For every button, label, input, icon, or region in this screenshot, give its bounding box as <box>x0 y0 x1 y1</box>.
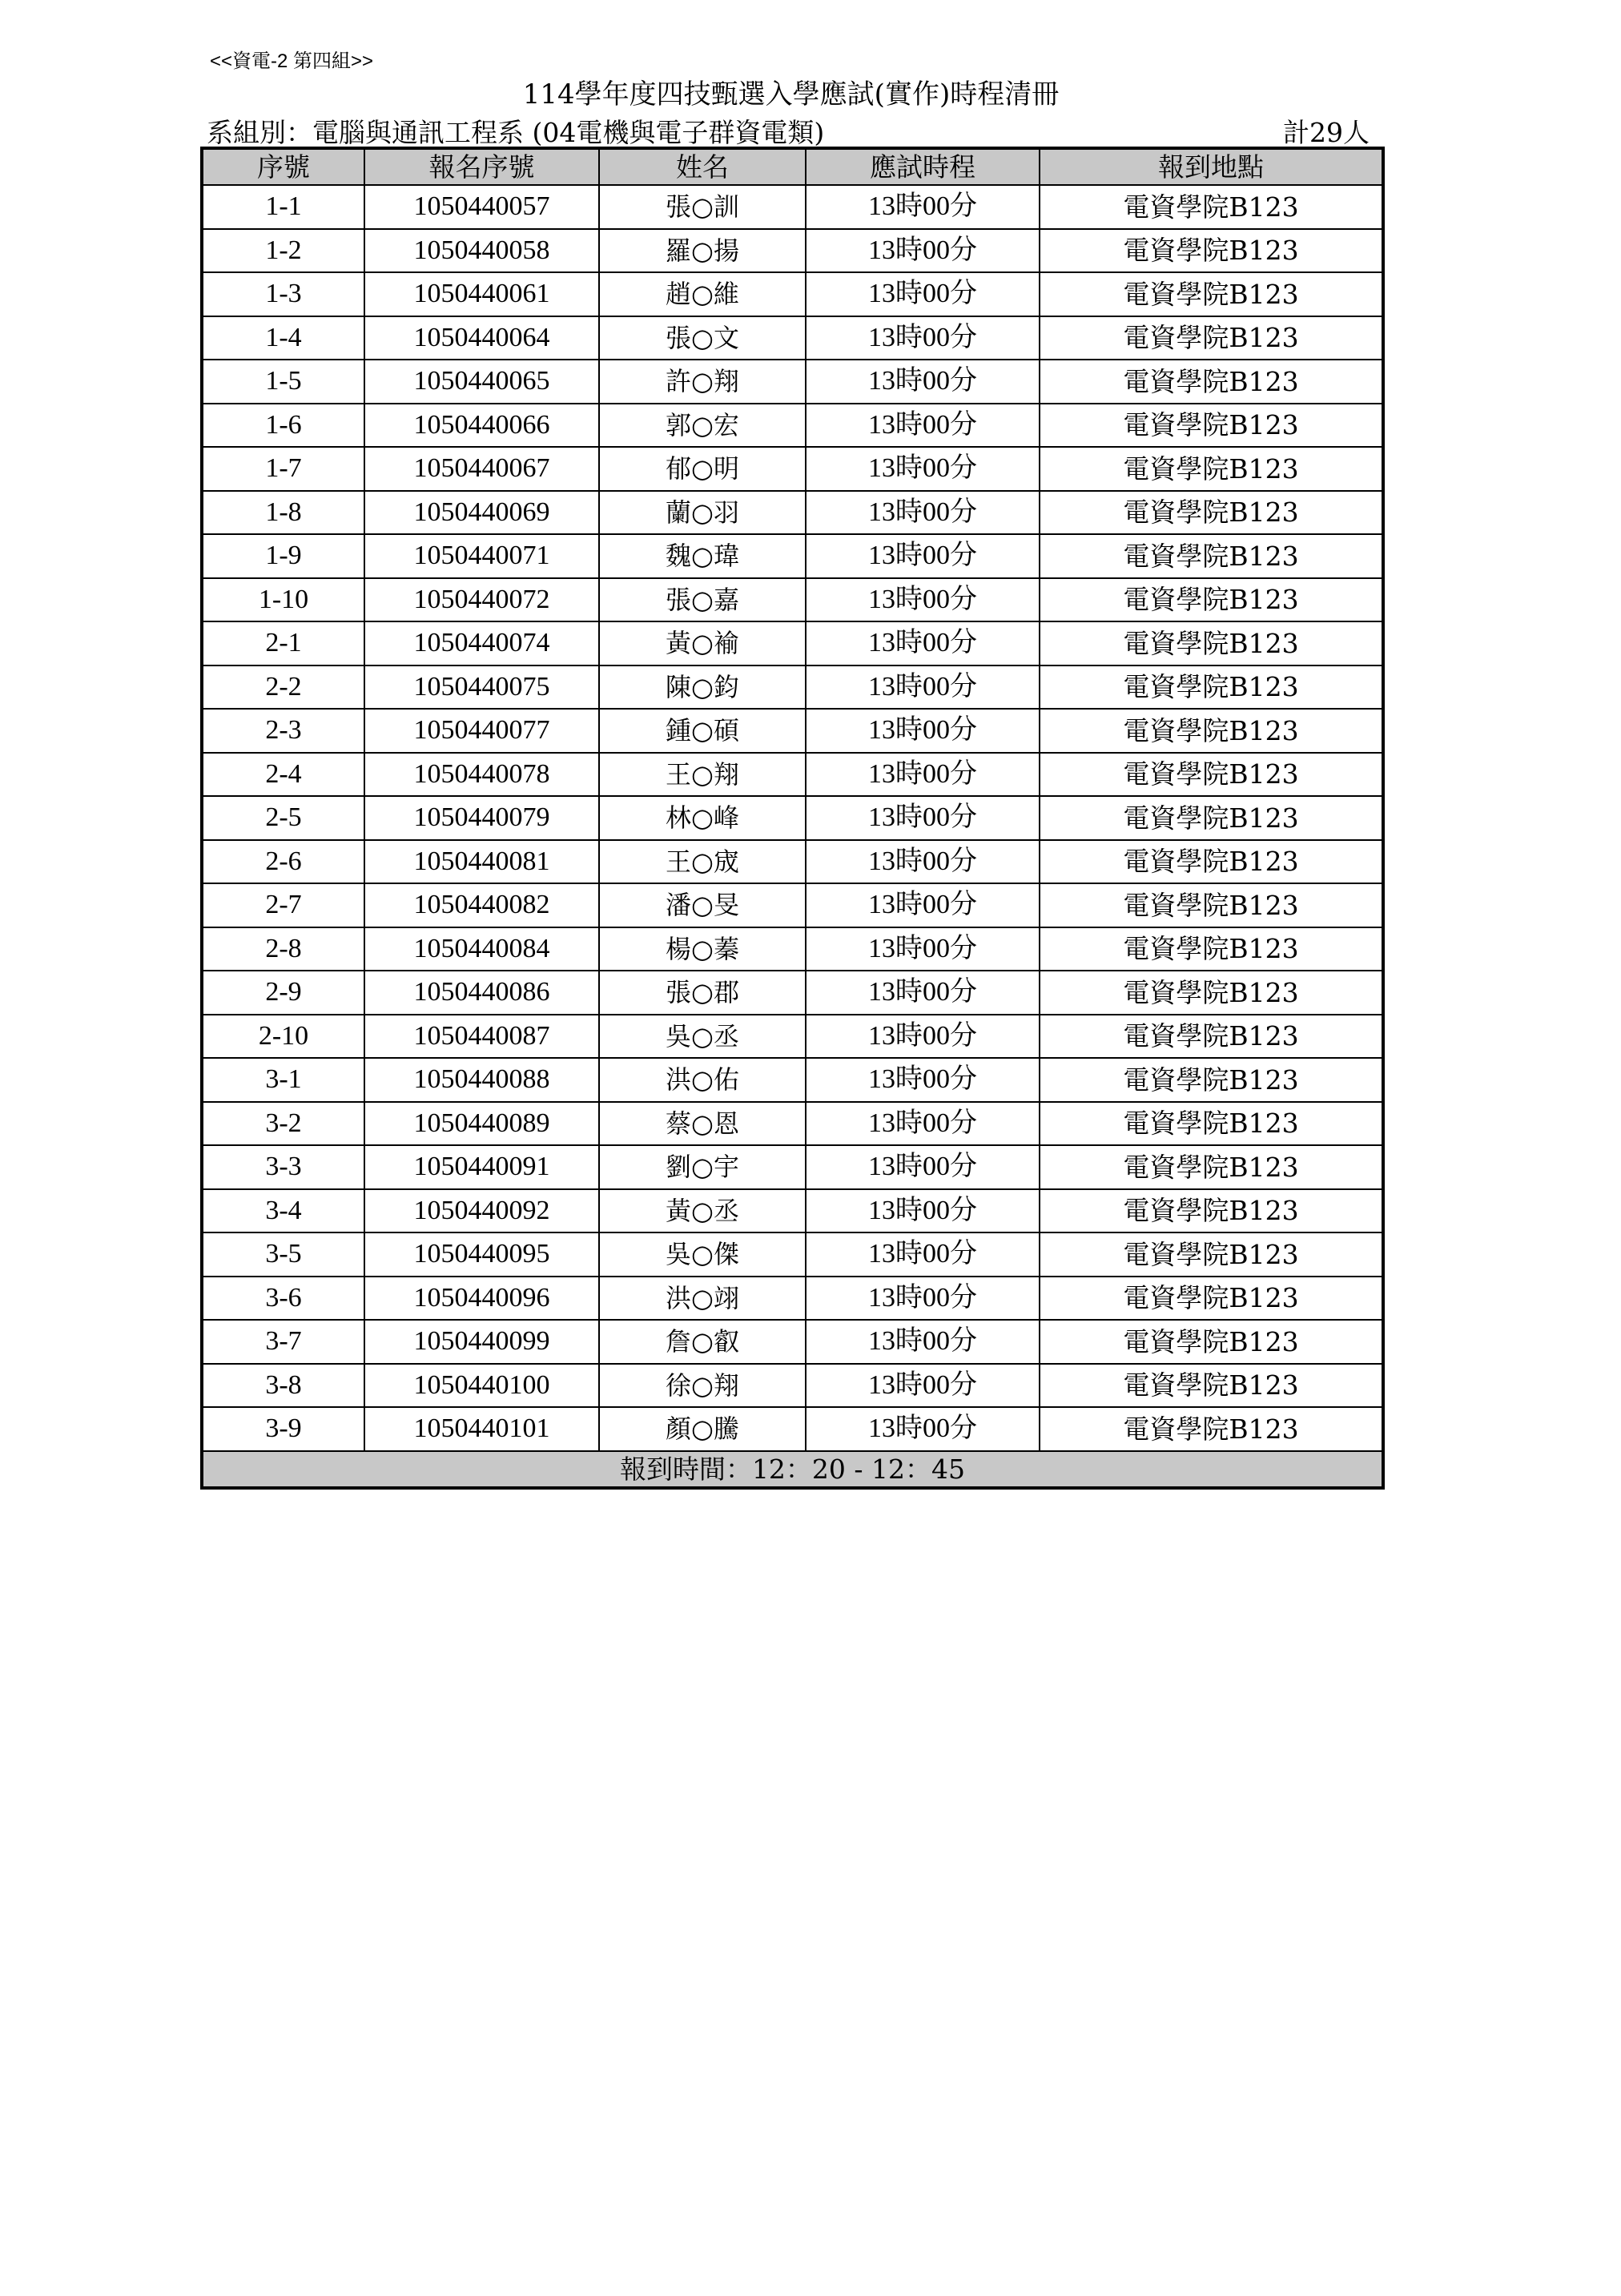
table-row <box>202 883 1383 927</box>
table-row <box>202 1407 1383 1451</box>
cell-name: 詹○叡 <box>599 1320 806 1364</box>
cell-seq: 2-5 <box>202 796 364 840</box>
cell-exam-time: 13時00分 <box>806 1407 1040 1451</box>
schedule-table <box>200 147 1385 1490</box>
cell-reg-no: 1050440082 <box>364 883 599 927</box>
group-tag: <<資電-2 第四組>> <box>210 50 374 72</box>
column-header-reg-no: 報名序號 <box>364 148 599 185</box>
cell-exam-time: 13時00分 <box>806 883 1040 927</box>
cell-reg-no: 1050440071 <box>364 534 599 578</box>
participant-count: 計29人 <box>1283 117 1370 148</box>
cell-reg-no: 1050440091 <box>364 1145 599 1189</box>
table-row <box>202 1320 1383 1364</box>
cell-seq: 1-8 <box>202 491 364 535</box>
cell-location: 電資學院B123 <box>1040 1232 1383 1277</box>
cell-location: 電資學院B123 <box>1040 883 1383 927</box>
cell-seq: 1-1 <box>202 185 364 229</box>
cell-name: 洪○佑 <box>599 1058 806 1102</box>
cell-exam-time: 13時00分 <box>806 840 1040 884</box>
cell-reg-no: 1050440099 <box>364 1320 599 1364</box>
table-row <box>202 447 1383 491</box>
cell-location: 電資學院B123 <box>1040 360 1383 404</box>
cell-seq: 1-3 <box>202 272 364 316</box>
cell-exam-time: 13時00分 <box>806 1232 1040 1277</box>
cell-name: 洪○翊 <box>599 1277 806 1321</box>
cell-exam-time: 13時00分 <box>806 316 1040 360</box>
table-row <box>202 360 1383 404</box>
cell-exam-time: 13時00分 <box>806 1364 1040 1408</box>
cell-exam-time: 13時00分 <box>806 1015 1040 1059</box>
cell-reg-no: 1050440084 <box>364 927 599 971</box>
cell-reg-no: 1050440064 <box>364 316 599 360</box>
cell-name: 王○翔 <box>599 753 806 797</box>
cell-reg-no: 1050440075 <box>364 665 599 710</box>
cell-location: 電資學院B123 <box>1040 971 1383 1015</box>
cell-name: 張○訓 <box>599 185 806 229</box>
cell-name: 張○嘉 <box>599 578 806 622</box>
cell-exam-time: 13時00分 <box>806 665 1040 710</box>
table-row <box>202 534 1383 578</box>
cell-name: 劉○宇 <box>599 1145 806 1189</box>
table-row <box>202 185 1383 229</box>
department-label: 系組別：電腦與通訊工程系 (04電機與電子群資電類) <box>207 117 825 148</box>
cell-reg-no: 1050440061 <box>364 272 599 316</box>
cell-seq: 3-1 <box>202 1058 364 1102</box>
cell-name: 鍾○碩 <box>599 709 806 753</box>
cell-name: 趙○維 <box>599 272 806 316</box>
cell-seq: 2-2 <box>202 665 364 710</box>
cell-name: 張○文 <box>599 316 806 360</box>
cell-location: 電資學院B123 <box>1040 229 1383 273</box>
cell-name: 王○宬 <box>599 840 806 884</box>
cell-seq: 1-6 <box>202 404 364 448</box>
cell-exam-time: 13時00分 <box>806 1320 1040 1364</box>
cell-reg-no: 1050440087 <box>364 1015 599 1059</box>
table-footer <box>202 1451 1383 1488</box>
cell-exam-time: 13時00分 <box>806 447 1040 491</box>
table-row <box>202 1277 1383 1321</box>
cell-seq: 3-2 <box>202 1102 364 1146</box>
table-row <box>202 316 1383 360</box>
cell-reg-no: 1050440095 <box>364 1232 599 1277</box>
cell-exam-time: 13時00分 <box>806 360 1040 404</box>
cell-exam-time: 13時00分 <box>806 229 1040 273</box>
cell-location: 電資學院B123 <box>1040 1015 1383 1059</box>
cell-seq: 2-6 <box>202 840 364 884</box>
cell-seq: 2-9 <box>202 971 364 1015</box>
cell-exam-time: 13時00分 <box>806 621 1040 665</box>
page-title: 114學年度四技甄選入學應試(實作)時程清冊 <box>522 78 1060 111</box>
table-header <box>202 148 1383 185</box>
table-row <box>202 1232 1383 1277</box>
column-header-seq: 序號 <box>202 148 364 185</box>
table-row <box>202 404 1383 448</box>
cell-seq: 1-4 <box>202 316 364 360</box>
cell-reg-no: 1050440081 <box>364 840 599 884</box>
table-row <box>202 578 1383 622</box>
table-row <box>202 971 1383 1015</box>
cell-seq: 2-7 <box>202 883 364 927</box>
cell-reg-no: 1050440072 <box>364 578 599 622</box>
cell-reg-no: 1050440074 <box>364 621 599 665</box>
cell-reg-no: 1050440079 <box>364 796 599 840</box>
cell-exam-time: 13時00分 <box>806 272 1040 316</box>
cell-reg-no: 1050440096 <box>364 1277 599 1321</box>
cell-exam-time: 13時00分 <box>806 185 1040 229</box>
cell-location: 電資學院B123 <box>1040 665 1383 710</box>
cell-location: 電資學院B123 <box>1040 1189 1383 1233</box>
cell-exam-time: 13時00分 <box>806 709 1040 753</box>
cell-seq: 2-3 <box>202 709 364 753</box>
cell-exam-time: 13時00分 <box>806 1277 1040 1321</box>
cell-exam-time: 13時00分 <box>806 971 1040 1015</box>
cell-seq: 2-1 <box>202 621 364 665</box>
column-header-location: 報到地點 <box>1040 148 1383 185</box>
table-row <box>202 1102 1383 1146</box>
cell-reg-no: 1050440058 <box>364 229 599 273</box>
cell-reg-no: 1050440086 <box>364 971 599 1015</box>
cell-name: 徐○翔 <box>599 1364 806 1408</box>
cell-name: 郁○明 <box>599 447 806 491</box>
cell-name: 黃○褕 <box>599 621 806 665</box>
cell-name: 吳○傑 <box>599 1232 806 1277</box>
cell-location: 電資學院B123 <box>1040 1364 1383 1408</box>
cell-reg-no: 1050440092 <box>364 1189 599 1233</box>
table-row <box>202 709 1383 753</box>
table-row <box>202 796 1383 840</box>
table-row <box>202 1364 1383 1408</box>
cell-reg-no: 1050440066 <box>364 404 599 448</box>
column-header-name: 姓名 <box>599 148 806 185</box>
cell-seq: 1-2 <box>202 229 364 273</box>
cell-seq: 1-9 <box>202 534 364 578</box>
table-row <box>202 665 1383 710</box>
cell-seq: 2-8 <box>202 927 364 971</box>
table-row <box>202 229 1383 273</box>
cell-location: 電資學院B123 <box>1040 1277 1383 1321</box>
cell-seq: 3-6 <box>202 1277 364 1321</box>
cell-seq: 3-4 <box>202 1189 364 1233</box>
cell-reg-no: 1050440101 <box>364 1407 599 1451</box>
cell-reg-no: 1050440057 <box>364 185 599 229</box>
cell-name: 楊○蓁 <box>599 927 806 971</box>
cell-exam-time: 13時00分 <box>806 753 1040 797</box>
cell-name: 蘭○羽 <box>599 491 806 535</box>
cell-name: 黃○丞 <box>599 1189 806 1233</box>
cell-name: 吳○丞 <box>599 1015 806 1059</box>
table-row <box>202 840 1383 884</box>
cell-seq: 1-5 <box>202 360 364 404</box>
cell-reg-no: 1050440065 <box>364 360 599 404</box>
cell-seq: 3-5 <box>202 1232 364 1277</box>
cell-location: 電資學院B123 <box>1040 272 1383 316</box>
cell-seq: 2-4 <box>202 753 364 797</box>
cell-location: 電資學院B123 <box>1040 404 1383 448</box>
cell-location: 電資學院B123 <box>1040 447 1383 491</box>
cell-name: 張○郡 <box>599 971 806 1015</box>
cell-reg-no: 1050440078 <box>364 753 599 797</box>
cell-seq: 2-10 <box>202 1015 364 1059</box>
cell-seq: 1-7 <box>202 447 364 491</box>
cell-seq: 3-7 <box>202 1320 364 1364</box>
table-row <box>202 272 1383 316</box>
cell-location: 電資學院B123 <box>1040 709 1383 753</box>
cell-seq: 3-8 <box>202 1364 364 1408</box>
cell-location: 電資學院B123 <box>1040 491 1383 535</box>
table-row <box>202 1189 1383 1233</box>
cell-reg-no: 1050440088 <box>364 1058 599 1102</box>
cell-seq: 1-10 <box>202 578 364 622</box>
cell-seq: 3-3 <box>202 1145 364 1189</box>
cell-exam-time: 13時00分 <box>806 1145 1040 1189</box>
cell-name: 蔡○恩 <box>599 1102 806 1146</box>
cell-location: 電資學院B123 <box>1040 534 1383 578</box>
table-body <box>202 185 1383 1451</box>
header-row <box>202 148 1383 185</box>
cell-location: 電資學院B123 <box>1040 840 1383 884</box>
table-row <box>202 1058 1383 1102</box>
cell-location: 電資學院B123 <box>1040 621 1383 665</box>
cell-reg-no: 1050440089 <box>364 1102 599 1146</box>
cell-name: 陳○鈞 <box>599 665 806 710</box>
cell-location: 電資學院B123 <box>1040 1320 1383 1364</box>
cell-location: 電資學院B123 <box>1040 1058 1383 1102</box>
table-row <box>202 491 1383 535</box>
cell-exam-time: 13時00分 <box>806 796 1040 840</box>
cell-name: 魏○瑋 <box>599 534 806 578</box>
cell-location: 電資學院B123 <box>1040 1102 1383 1146</box>
cell-location: 電資學院B123 <box>1040 578 1383 622</box>
cell-reg-no: 1050440100 <box>364 1364 599 1408</box>
cell-name: 潘○旻 <box>599 883 806 927</box>
table-row <box>202 1145 1383 1189</box>
cell-exam-time: 13時00分 <box>806 534 1040 578</box>
cell-exam-time: 13時00分 <box>806 491 1040 535</box>
column-header-exam-time: 應試時程 <box>806 148 1040 185</box>
cell-exam-time: 13時00分 <box>806 578 1040 622</box>
table-row <box>202 1015 1383 1059</box>
cell-location: 電資學院B123 <box>1040 1407 1383 1451</box>
cell-location: 電資學院B123 <box>1040 927 1383 971</box>
cell-name: 顏○騰 <box>599 1407 806 1451</box>
cell-name: 羅○揚 <box>599 229 806 273</box>
cell-exam-time: 13時00分 <box>806 1058 1040 1102</box>
table-row <box>202 621 1383 665</box>
cell-reg-no: 1050440077 <box>364 709 599 753</box>
table-row <box>202 927 1383 971</box>
cell-name: 許○翔 <box>599 360 806 404</box>
cell-location: 電資學院B123 <box>1040 185 1383 229</box>
footer-row <box>202 1451 1383 1488</box>
cell-location: 電資學院B123 <box>1040 316 1383 360</box>
cell-reg-no: 1050440067 <box>364 447 599 491</box>
cell-name: 郭○宏 <box>599 404 806 448</box>
cell-exam-time: 13時00分 <box>806 1189 1040 1233</box>
cell-exam-time: 13時00分 <box>806 927 1040 971</box>
cell-location: 電資學院B123 <box>1040 796 1383 840</box>
cell-exam-time: 13時00分 <box>806 404 1040 448</box>
cell-seq: 3-9 <box>202 1407 364 1451</box>
cell-exam-time: 13時00分 <box>806 1102 1040 1146</box>
cell-location: 電資學院B123 <box>1040 1145 1383 1189</box>
cell-location: 電資學院B123 <box>1040 753 1383 797</box>
table-row <box>202 753 1383 797</box>
cell-name: 林○峰 <box>599 796 806 840</box>
cell-reg-no: 1050440069 <box>364 491 599 535</box>
check-in-time: 報到時間：12：20 - 12：45 <box>202 1451 1383 1488</box>
